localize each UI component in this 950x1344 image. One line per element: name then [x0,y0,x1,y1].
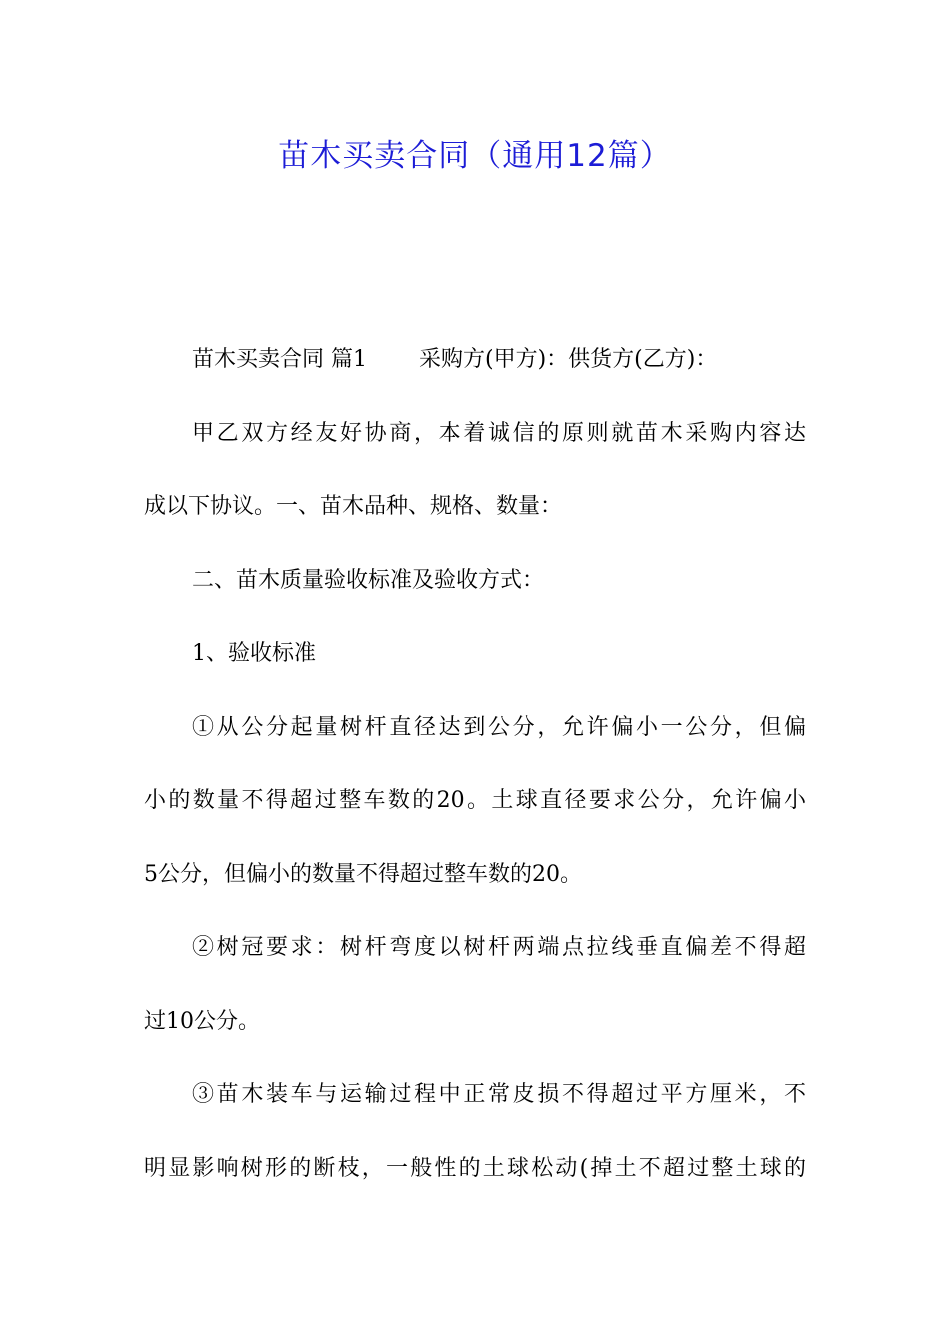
paragraph-line: 过10公分。 [144,1008,260,1034]
paragraph-line: ③苗木装车与运输过程中正常皮损不得超过平方厘米，不 [192,1082,806,1107]
paragraph-line: 1、验收标准 [192,641,316,666]
paragraph-line: ①从公分起量树杆直径达到公分，允许偏小一公分，但偏 [192,714,806,740]
section-heading: 苗木买卖合同 篇1 [192,347,367,372]
paragraph-line [144,342,806,416]
paragraph-line: 成以下协议。一、苗木品种、规格、数量： [144,494,563,519]
paragraph-line: 5公分，但偏小的数量不得超过整车数的20。 [144,861,582,887]
paragraph-line: 甲乙双方经友好协商，本着诚信的原则就苗木采购内容达 [192,420,806,446]
paragraph-line: 二、苗木质量验收标准及验收方式： [192,567,545,593]
paragraph-line: 小的数量不得超过整车数的20。土球直径要求公分，允许偏小 [144,788,806,813]
party-labels: 采购方(甲方)：供货方(乙方)： [419,347,718,372]
paragraph-line: 明显影响树形的断枝，一般性的土球松动(掉土不超过整土球的 [144,1155,806,1181]
document-body [144,342,806,1224]
paragraph-line: ②树冠要求：树杆弯度以树杆两端点拉线垂直偏差不得超 [192,935,806,960]
document-title: 苗木买卖合同（通用12篇） [278,138,672,174]
